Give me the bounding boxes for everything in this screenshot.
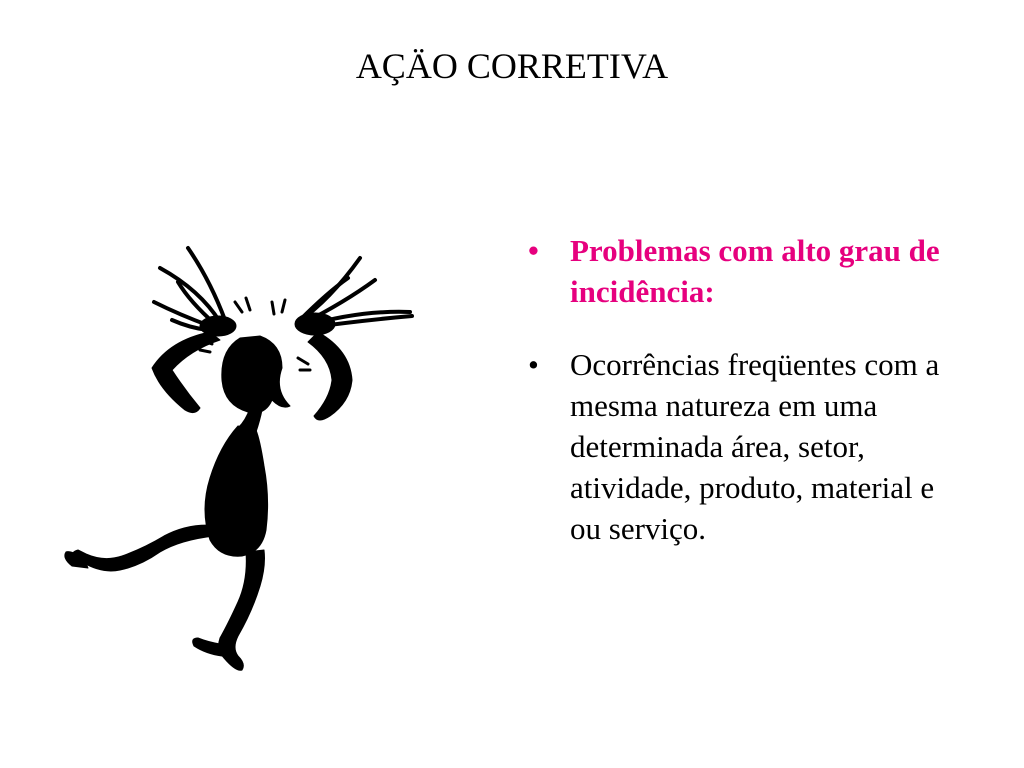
slide-title: AÇÄO CORRETIVA xyxy=(355,46,669,86)
bullet-marker: • xyxy=(528,347,539,382)
frustrated-figure-icon xyxy=(60,240,420,680)
bullet-text: Problemas com alto grau de incidência: xyxy=(570,233,940,309)
bullet-list xyxy=(528,230,968,581)
bullet-text: Ocorrências freqüentes com a mesma natureza em uma determinada área, setor, atividade, produto, material e ou serviço. xyxy=(570,347,940,546)
bullet-item xyxy=(528,344,968,549)
bullet-marker: • xyxy=(528,233,539,268)
bullet-item xyxy=(528,230,968,312)
